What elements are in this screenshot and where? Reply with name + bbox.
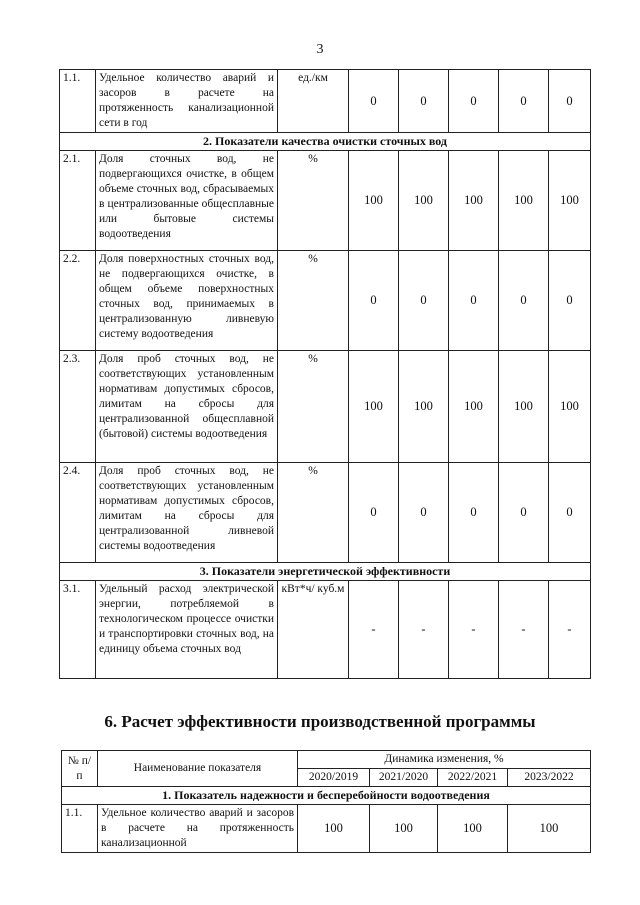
unit-cell: ед./км <box>278 70 349 133</box>
value-cell: 0 <box>499 463 549 563</box>
section-title: 2. Показатели качества очистки сточных вод <box>60 133 591 151</box>
period-header: 2023/2022 <box>508 769 591 787</box>
col-name-header: Наименование показателя <box>98 751 298 787</box>
value-cell: 100 <box>449 151 499 251</box>
value-cell: 0 <box>499 251 549 351</box>
value-cell: - <box>349 581 399 679</box>
value-cell: 100 <box>349 151 399 251</box>
indicator-name: Доля поверхностных сточных вод, не подвергающихся очистке, в общем объеме поверхностных сточных вод, принимаемых в централизованную ливневую систему водоотведения <box>96 251 278 351</box>
value-cell: 100 <box>298 805 370 853</box>
indicators-table <box>59 69 591 679</box>
indicator-name: Удельное количество аварий и засоров в расчете на протяженность канализационной сети в год <box>96 70 278 133</box>
table-row <box>60 463 591 563</box>
table-row <box>60 351 591 463</box>
value-cell: - <box>499 581 549 679</box>
table-row <box>60 251 591 351</box>
value-cell: - <box>399 581 449 679</box>
value-cell: 100 <box>399 151 449 251</box>
value-cell: 0 <box>399 70 449 133</box>
indicator-name: Доля проб сточных вод, не соответствующих установленным нормативам допустимых сбросов, лимитам на сбросы для централизованной общесплавной (бытовой) системы водоотведения <box>96 351 278 463</box>
indicator-name: Доля проб сточных вод, не соответствующих установленным нормативам допустимых сбросов, лимитам на сбросы для централизованной ливневой системы водоотведения <box>96 463 278 563</box>
col-num-header: № п/п <box>62 751 98 787</box>
row-number: 1.1. <box>62 805 98 853</box>
unit-cell: % <box>278 151 349 251</box>
unit-cell: кВт*ч/ куб.м <box>278 581 349 679</box>
indicator-name: Удельное количество аварий и засоров в расчете на протяженность канализационной <box>98 805 298 853</box>
indicator-name: Доля сточных вод, не подвергающихся очистке, в общем объеме сточных вод, сбрасываемых в централизованные общесплавные или бытовые системы водоотведения <box>96 151 278 251</box>
section-6-title: 6. Расчет эффективности производственной программы <box>104 712 536 731</box>
row-number: 2.1. <box>60 151 96 251</box>
value-cell: 100 <box>499 151 549 251</box>
value-cell: 0 <box>449 251 499 351</box>
value-cell: 100 <box>499 351 549 463</box>
row-number: 2.2. <box>60 251 96 351</box>
value-cell: - <box>549 581 591 679</box>
table-row <box>60 151 591 251</box>
value-cell: 100 <box>438 805 508 853</box>
efficiency-table <box>61 750 591 853</box>
section-row <box>60 133 591 151</box>
section-title: 3. Показатели энергетической эффективности <box>60 563 591 581</box>
table-row <box>60 70 591 133</box>
period-header: 2021/2020 <box>370 769 438 787</box>
value-cell: 0 <box>449 463 499 563</box>
value-cell: 0 <box>399 463 449 563</box>
period-header: 2020/2019 <box>298 769 370 787</box>
value-cell: 0 <box>349 70 399 133</box>
value-cell: 0 <box>399 251 449 351</box>
value-cell: 0 <box>499 70 549 133</box>
value-cell: 100 <box>370 805 438 853</box>
value-cell: 0 <box>349 251 399 351</box>
page-number: 3 <box>316 42 324 57</box>
row-number: 2.4. <box>60 463 96 563</box>
period-header: 2022/2021 <box>438 769 508 787</box>
section-row: 1. Показатель надежности и бесперебойности водоотведения <box>62 787 591 805</box>
value-cell: 0 <box>549 70 591 133</box>
table-row <box>60 581 591 679</box>
row-number: 3.1. <box>60 581 96 679</box>
dynamics-header: Динамика изменения, % <box>298 751 591 769</box>
unit-cell: % <box>278 251 349 351</box>
row-number: 2.3. <box>60 351 96 463</box>
row-number: 1.1. <box>60 70 96 133</box>
value-cell: 100 <box>549 351 591 463</box>
section-row <box>60 563 591 581</box>
value-cell: 100 <box>508 805 591 853</box>
value-cell: 0 <box>549 251 591 351</box>
value-cell: 100 <box>449 351 499 463</box>
value-cell: 0 <box>549 463 591 563</box>
value-cell: 0 <box>349 463 399 563</box>
indicator-name: Удельный расход электрической энергии, потребляемой в технологическом процессе очистки и транспортировки сточных вод, на единицу объема сточных вод <box>96 581 278 679</box>
value-cell: 100 <box>549 151 591 251</box>
unit-cell: % <box>278 351 349 463</box>
value-cell: 100 <box>399 351 449 463</box>
value-cell: 100 <box>349 351 399 463</box>
value-cell: 0 <box>449 70 499 133</box>
value-cell: - <box>449 581 499 679</box>
unit-cell: % <box>278 463 349 563</box>
